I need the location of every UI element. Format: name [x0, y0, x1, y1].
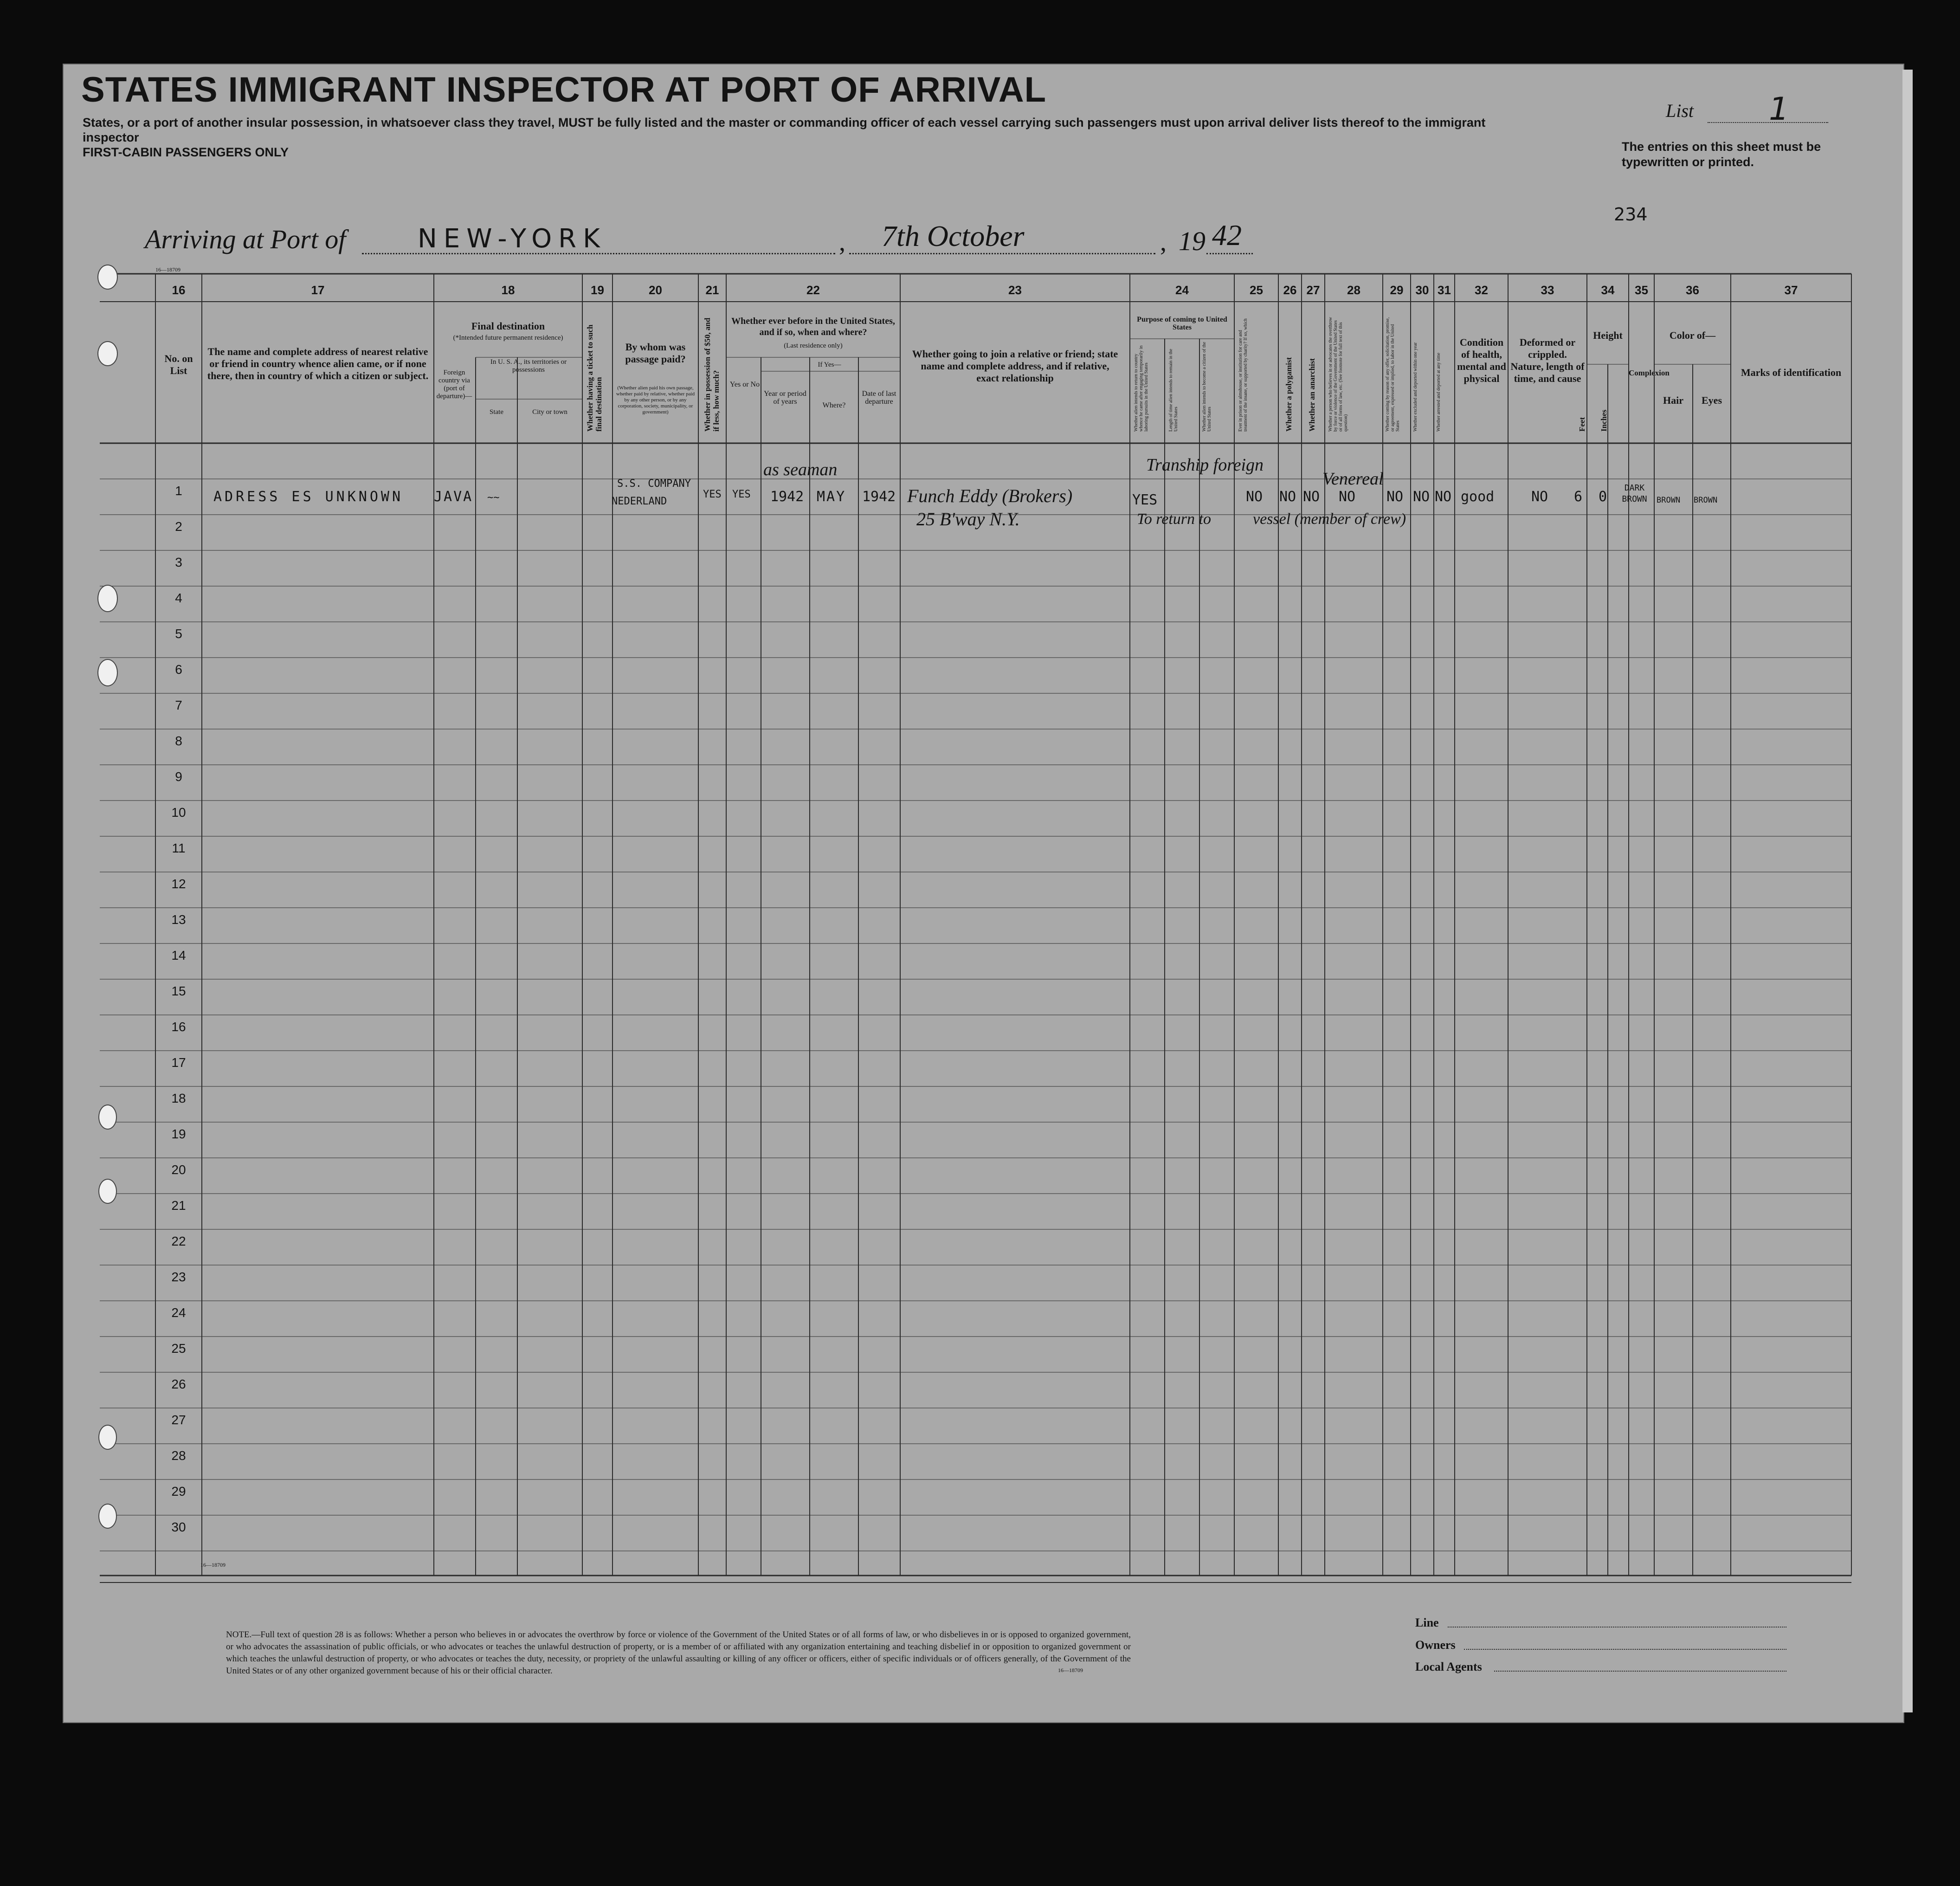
binder-hole: [98, 1504, 117, 1529]
row-number: 19: [171, 1127, 186, 1141]
list-number: 1: [1769, 91, 1789, 128]
header-where: Where?: [822, 401, 846, 409]
row-number: 3: [175, 555, 182, 569]
entry-ever-before: YES: [732, 489, 751, 500]
row-number: 5: [175, 627, 182, 641]
header-date-departure: Date of last departure: [862, 390, 896, 406]
header-final-destination-sub: (*Intended future permanent residence): [453, 334, 563, 342]
header-deported: Whether arrested and deported at any time: [1436, 353, 1441, 432]
line-label: Line: [1415, 1616, 1439, 1629]
column-number: 30: [1415, 283, 1429, 297]
header-deformed: Deformed or crippled. Nature, length of time, and cause: [1510, 336, 1585, 384]
handwritten-number: 234: [1614, 204, 1648, 225]
entry-col30: NO: [1413, 489, 1430, 505]
header-no-on-list: No. on List: [164, 353, 193, 376]
local-agents-label: Local Agents: [1415, 1660, 1482, 1673]
row-number: 23: [171, 1270, 186, 1284]
header-if-yes: If Yes—: [818, 361, 841, 368]
entry-purpose-yes: YES: [1132, 492, 1158, 508]
entry-hair: BROWN: [1657, 496, 1681, 505]
header-anarchist: Whether an anarchist: [1308, 358, 1316, 432]
column-number: 20: [649, 283, 662, 297]
date-value: 7th October: [882, 220, 1025, 252]
row-number: 28: [171, 1448, 186, 1463]
year-value: 42: [1212, 219, 1242, 252]
local-agents-field: [1494, 1671, 1786, 1672]
row-number: 11: [172, 841, 186, 855]
column-number: 27: [1306, 283, 1320, 297]
row-number: 13: [171, 912, 186, 927]
entry-complexion: DARK BROWN: [1622, 483, 1647, 504]
entry-feet: 6: [1574, 489, 1583, 505]
entry-money: YES: [703, 489, 722, 500]
entry-col29: NO: [1386, 489, 1404, 505]
entry-year: 1942: [770, 489, 804, 505]
header-marks: Marks of identification: [1741, 367, 1842, 378]
entry-paid-by-2: NEDERLAND: [612, 496, 667, 507]
row-number: 15: [171, 984, 186, 998]
header-yes-no: Yes or No: [729, 381, 760, 388]
comma: ,: [839, 228, 845, 257]
entry-col28: NO: [1339, 489, 1356, 505]
entry-health: good: [1461, 489, 1495, 505]
entry-foreign-country: JAVA: [434, 489, 473, 505]
header-purpose-c: Whether alien intends to become a citizen of the United States: [1202, 342, 1212, 432]
entry-deformed: NO: [1531, 489, 1548, 505]
arriving-label: Arriving at Port of: [145, 224, 346, 254]
form-number-bottom: 16—18709: [1058, 1667, 1083, 1673]
row-number: 17: [171, 1055, 186, 1070]
row-number: 21: [171, 1198, 186, 1213]
header-color-of: Color of—: [1669, 329, 1716, 341]
header-ticket: Whether having a ticket to such final destination: [586, 324, 603, 432]
row-number: 24: [171, 1305, 186, 1320]
header-passage-paid-sub: (Whether alien paid his own passage, whether paid by relative, whether paid by any other person, or by any corporation, society, municipality, or government): [616, 385, 695, 415]
header-state: State: [490, 408, 503, 416]
entry-address: ADRESS ES UNKNOWN: [213, 489, 404, 505]
binder-hole: [97, 585, 118, 612]
column-number: 19: [591, 283, 604, 297]
entry-join-2: 25 B'way N.Y.: [916, 509, 1020, 530]
line-field: [1448, 1627, 1786, 1628]
binder-hole: [98, 1179, 117, 1204]
entry-vessel-note: vessel (member of crew): [1253, 510, 1406, 528]
column-number: 16: [172, 283, 186, 297]
column-number: 31: [1438, 283, 1451, 297]
port-value: NEW-YORK: [418, 224, 606, 254]
row-number: 1: [175, 484, 182, 498]
instructions-text: States, or a port of another insular possession, in whatsoever class they travel, MUST be fully listed and the master or commanding officer of each vessel carrying such passengers must upon arrival deliver lists thereof to the immigrant inspector: [83, 116, 1486, 144]
entry-state-mark: ~~: [487, 492, 500, 504]
column-number: 36: [1686, 283, 1699, 297]
entry-join-1: Funch Eddy (Brokers): [907, 485, 1073, 506]
entry-purpose-note: Tranship foreign: [1146, 455, 1264, 475]
entry-where: MAY: [817, 489, 846, 505]
header-hair: Hair: [1663, 394, 1683, 406]
column-number: 21: [705, 283, 719, 297]
header-complexion: Complexion: [1629, 368, 1670, 377]
header-ever-before: Whether ever before in the United States, and if so, when and where?: [731, 316, 895, 337]
header-foreign-country: Foreign country via (port of departure)—: [436, 369, 472, 400]
row-number: 25: [171, 1341, 186, 1356]
owners-field: [1464, 1649, 1786, 1650]
row-number: 16: [171, 1020, 186, 1034]
row-number: 20: [171, 1163, 186, 1177]
binder-hole: [98, 1425, 117, 1450]
row-number: 30: [171, 1520, 186, 1534]
form-number-mid: 16—18709: [200, 1562, 226, 1568]
entry-col27: NO: [1303, 489, 1320, 505]
row-number: 29: [171, 1484, 186, 1498]
header-last-residence: (Last residence only): [784, 342, 843, 349]
entry-col31: NO: [1435, 489, 1452, 505]
comma: ,: [1160, 228, 1167, 257]
owners-label: Owners: [1415, 1638, 1456, 1652]
header-polygamist: Whether a polygamist: [1284, 357, 1293, 432]
entry-paid-by-1: S.S. COMPANY: [617, 478, 691, 490]
column-number: 28: [1347, 283, 1360, 297]
entry-col25: NO: [1246, 489, 1263, 505]
header-year: Year or period of years: [764, 390, 806, 406]
column-number: 24: [1175, 283, 1189, 297]
row-number: 6: [175, 662, 182, 677]
row-number: 18: [171, 1091, 186, 1105]
header-fifty-dollars: Whether in possession of $50, and if less, how much?: [703, 317, 721, 432]
header-inches: Inches: [1599, 409, 1608, 432]
header-excluded: Whether excluded and deported within one year: [1413, 342, 1418, 432]
entry-to-return: To return to: [1137, 510, 1211, 528]
column-number: 25: [1250, 283, 1263, 297]
binder-hole: [98, 1104, 117, 1130]
row-number: 8: [175, 734, 182, 748]
column-number: 22: [806, 283, 820, 297]
header-feet: Feet: [1578, 417, 1586, 432]
entry-venereal: Venereal: [1322, 469, 1384, 489]
header-prison: Ever in prison or almshouse, or institution for care and treatment of the insane, or supported by charity? If so, which: [1238, 318, 1248, 432]
row-number: 26: [171, 1377, 186, 1391]
row-number: 10: [171, 805, 186, 820]
column-number: 26: [1283, 283, 1297, 297]
entry-departure: 1942: [862, 489, 896, 505]
row-number: 9: [175, 769, 182, 784]
column-number: 33: [1541, 283, 1554, 297]
row-number: 22: [171, 1234, 186, 1248]
column-number: 18: [501, 283, 515, 297]
header-join-relative: Whether going to join a relative or friend; state name and complete address, and if relative, exact relationship: [912, 348, 1118, 384]
column-number: 17: [311, 283, 325, 297]
header-final-destination: Final destination: [471, 320, 545, 332]
header-purpose-b: Length of time alien intends to remain in the United States: [1168, 349, 1179, 432]
row-number: 14: [171, 948, 186, 962]
header-labor-offer: Whether coming by reason of any offer, solicitation, promise, or agreement, expressed or implied, to labor in the United States: [1385, 317, 1400, 432]
form-number-top: 16—18709: [155, 266, 181, 273]
row-number: 27: [171, 1413, 186, 1427]
list-label: List: [1666, 100, 1694, 121]
entry-inches: 0: [1599, 489, 1607, 505]
column-number: 29: [1390, 283, 1404, 297]
header-city: City or town: [532, 408, 567, 416]
row-number: 7: [175, 698, 182, 712]
header-purpose-a: Whether alien intends to return to country whence he came after engaging temporarily in laboring pursuits in the United States: [1134, 345, 1149, 432]
header-in-usa: In U. S. A., its territories or possessions: [490, 358, 567, 374]
binder-hole: [97, 659, 118, 686]
entry-col26: NO: [1279, 489, 1296, 505]
header-purpose: Purpose of coming to United States: [1137, 316, 1227, 331]
header-eyes: Eyes: [1702, 394, 1722, 406]
form-title: STATES IMMIGRANT INSPECTOR AT PORT OF ARRIVAL: [81, 70, 1047, 110]
binder-hole: [97, 265, 118, 290]
entry-eyes: BROWN: [1694, 496, 1718, 505]
column-number: 32: [1475, 283, 1488, 297]
column-number: 34: [1601, 283, 1615, 297]
header-condition: Condition of health, mental and physical: [1457, 336, 1506, 384]
row-number: 2: [175, 519, 182, 534]
column-number: 23: [1008, 283, 1022, 297]
row-number: 12: [171, 877, 186, 891]
header-height: Height: [1593, 329, 1623, 341]
header-passage-paid: By whom was passage paid?: [625, 341, 686, 365]
header-nearest-relative: The name and complete address of nearest relative or friend in country whence alien came, or if none there, then in country of which a citizen or subject.: [207, 346, 429, 381]
row-number: 4: [175, 591, 182, 605]
binder-hole: [97, 341, 118, 366]
year-prefix: 19: [1179, 226, 1206, 256]
column-number: 35: [1635, 283, 1648, 297]
footnote: NOTE.—Full text of question 28 is as follows: Whether a person who believes in or advocates the overthrow by force or violence of the Government of the United States or of all forms of law, or who disbelieves in or is opposed to organized government, or who advocates the assassination of public officials, or who advocates or teaches the unlawful destruction of property, or is a member of or affiliated with any organization entertaining and teaching disbelief in or opposition to organized government or which teaches the unlawful destruction of property, or who advocates or teaches the duty, necessity, or propriety of the unlawful assaulting or killing of any officer or officers, either of specific individuals or of officers generally, of the Government of the United States or of any other organized government because of his or their official character.: [226, 1630, 1131, 1676]
header-question-28: Whether a person who believes in or advocates the overthrow by force or violence of the Government of the United States or of all forms of law, etc. (See footnote for full text of this question): [1328, 317, 1348, 432]
passenger-class: FIRST-CABIN PASSENGERS ONLY: [83, 145, 289, 159]
column-number: 37: [1784, 283, 1798, 297]
entry-as-seaman: as seaman: [763, 460, 838, 479]
entries-note: The entries on this sheet must be typewritten or printed.: [1622, 140, 1821, 169]
